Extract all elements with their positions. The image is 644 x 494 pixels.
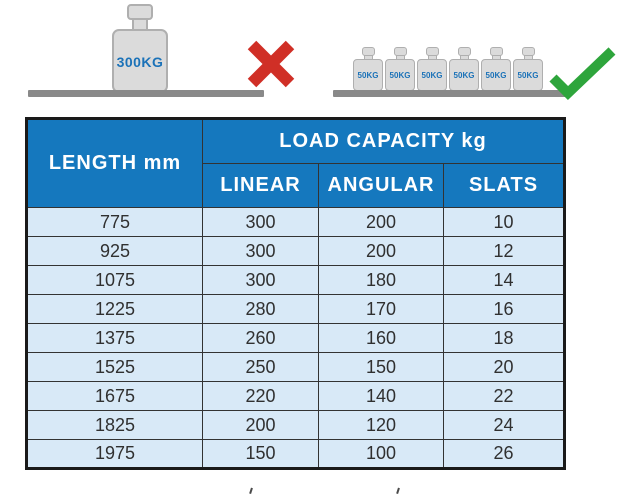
length-cell: 775	[27, 208, 203, 237]
table-row	[27, 237, 565, 266]
header-slats: SLATS	[444, 164, 565, 208]
table-row	[27, 411, 565, 440]
header-length: LENGTH mm	[27, 119, 203, 208]
weight-50kg-label: 50KG	[485, 71, 507, 80]
table-row	[27, 295, 565, 324]
weight-50kg	[384, 47, 416, 93]
angular-cell: 120	[319, 411, 444, 440]
slats-cell: 20	[444, 353, 565, 382]
header-row-top	[27, 119, 565, 164]
angular-cell: 180	[319, 266, 444, 295]
slats-cell: 22	[444, 382, 565, 411]
weight-handle	[127, 4, 153, 20]
weight-50kg	[480, 47, 512, 93]
header-angular: ANGULAR	[319, 164, 444, 208]
weight-50kg-label: 50KG	[389, 71, 411, 80]
linear-cell: 300	[203, 208, 319, 237]
linear-cell: 300	[203, 266, 319, 295]
angular-cell: 150	[319, 353, 444, 382]
length-cell: 925	[27, 237, 203, 266]
weight-handle	[426, 47, 439, 56]
cropped-glyph-fragment	[249, 488, 254, 494]
slats-cell: 16	[444, 295, 565, 324]
weight-handle	[490, 47, 503, 56]
weight-50kg-label: 50KG	[453, 71, 475, 80]
shelf-bar	[333, 90, 568, 97]
linear-cell: 220	[203, 382, 319, 411]
linear-cell: 280	[203, 295, 319, 324]
angular-cell: 140	[319, 382, 444, 411]
table-row	[27, 266, 565, 295]
weight-50kg	[512, 47, 544, 93]
shelf-bar	[28, 90, 264, 97]
header-load-capacity: LOAD CAPACITY kg	[203, 119, 565, 164]
weight-handle	[362, 47, 375, 56]
linear-cell: 150	[203, 440, 319, 469]
weight-300kg-label: 300KG	[116, 54, 164, 70]
table-row	[27, 208, 565, 237]
table-row	[27, 440, 565, 469]
header-linear: LINEAR	[203, 164, 319, 208]
slats-cell: 18	[444, 324, 565, 353]
check-icon	[546, 47, 618, 101]
length-cell: 1375	[27, 324, 203, 353]
weight-50kg	[352, 47, 384, 93]
linear-cell: 250	[203, 353, 319, 382]
capacity-table	[25, 117, 566, 470]
table-row	[27, 382, 565, 411]
slats-cell: 24	[444, 411, 565, 440]
length-cell: 1825	[27, 411, 203, 440]
slats-cell: 10	[444, 208, 565, 237]
linear-cell: 260	[203, 324, 319, 353]
linear-cell: 300	[203, 237, 319, 266]
angular-cell: 160	[319, 324, 444, 353]
length-cell: 1525	[27, 353, 203, 382]
angular-cell: 200	[319, 208, 444, 237]
slats-cell: 14	[444, 266, 565, 295]
weight-300kg	[111, 4, 169, 94]
cross-icon	[245, 38, 297, 90]
table-row	[27, 353, 565, 382]
table-row	[27, 324, 565, 353]
length-cell: 1075	[27, 266, 203, 295]
length-cell: 1975	[27, 440, 203, 469]
weight-50kg	[416, 47, 448, 93]
linear-cell: 200	[203, 411, 319, 440]
weight-50kg	[448, 47, 480, 93]
angular-cell: 200	[319, 237, 444, 266]
weight-handle	[394, 47, 407, 56]
length-cell: 1675	[27, 382, 203, 411]
cropped-glyph-fragment	[396, 488, 401, 494]
weight-50kg-label: 50KG	[357, 71, 379, 80]
angular-cell: 100	[319, 440, 444, 469]
weight-handle	[522, 47, 535, 56]
slats-cell: 26	[444, 440, 565, 469]
weight-50kg-label: 50KG	[421, 71, 443, 80]
angular-cell: 170	[319, 295, 444, 324]
weight-handle	[458, 47, 471, 56]
slats-cell: 12	[444, 237, 565, 266]
weight-50kg-label: 50KG	[517, 71, 539, 80]
length-cell: 1225	[27, 295, 203, 324]
